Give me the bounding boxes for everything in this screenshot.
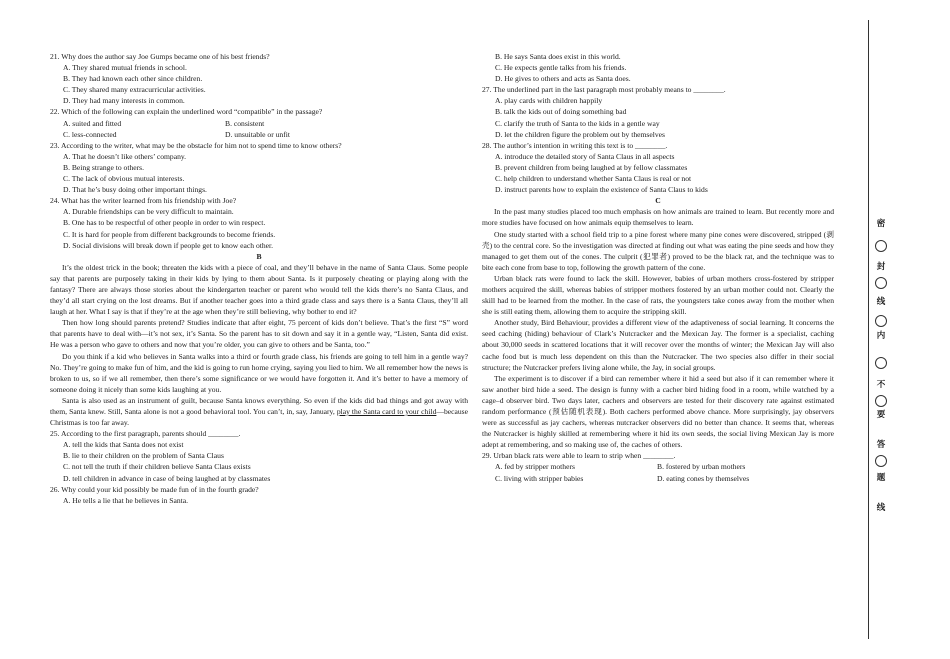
question: 28. The author’s intention in writing this text is to ________.: [482, 140, 668, 150]
passage-paragraph: Santa is also used as an instrument of guilt, because Santa knows everything. So even if the kids did bad things and got away with them, Santa knew. Still, Santa alone is not a good behavioral tool. You can’t, in, say, January, play the Santa card to your child—because Christmas is too far away.: [50, 395, 468, 428]
question: 24. What has the writer learned from his friendship with Joe?: [50, 196, 237, 206]
passage-paragraph: Another study, Bird Behaviour, provides a different view of the adaptiveness of social learning. It concerns the seed caching (hiding) behaviour of Clark’s Nutcracker and the Mexican Jay. The former is a specialist, caching about 30,000 seeds in scattered locations that it will recover over the months of winter; the Mexican Jay will also cache food but is much less dependent on this than the Nutcracker. The two species also differ in their social structure; the Nutcracker prefers living alone while, the Jay, in social groups.: [482, 318, 834, 372]
section-heading: C: [655, 196, 661, 206]
right-column: [482, 51, 834, 484]
question: 29. Urban black rats were able to learn to strip when ________.: [482, 451, 676, 461]
option: A. introduce the detailed story of Santa Claus in all aspects: [495, 151, 675, 161]
section-heading: B: [256, 251, 262, 261]
option: A. That he doesn’t like others’ company.: [63, 151, 187, 161]
option: C. It is hard for people from different backgrounds to become friends.: [63, 229, 276, 239]
passage-paragraph: Then how long should parents pretend? Studies indicate that after eight, 75 percent of kids don’t believe. That’s the first “S” word that parents have to deal with—it’s not sex, it’s Santa. So the parent has to sit down and say it in a gentle way, “Listen, Santa did exist. He was a person who gave to others and now that you’re older, you can give to others and be Santa, too.”: [50, 318, 468, 350]
seal-circle: [875, 357, 887, 369]
option-row: [482, 461, 834, 472]
option: B. They had known each other since children.: [63, 74, 203, 84]
passage-paragraph: It’s the oldest trick in the book; threaten the kids with a piece of coal, and they’ll behave in the name of Santa Claus. Some people say that parents are purposely taking in their kids by lying to them about Santa. Is it purposely cheating or playing along with the fantasy? There are always those stories about the kindergarten teacher or parent who would tell the kids there’s no Santa Claus, and they’d all start crying on the lost dreams. But if another teacher goes into a third grade class and says there is a Santa Claus, they’ll all laugh at her. What I say is that if they’re at the age when they’re still believing, why bother to end it?: [50, 262, 468, 317]
option: C. clarify the truth of Santa to the kids in a gentle way: [495, 118, 660, 128]
seal-circle: [875, 240, 887, 252]
option: A. tell the kids that Santa does not exist: [63, 440, 184, 450]
option: B. fostered by urban mothers: [657, 462, 746, 472]
option: D. He gives to others and acts as Santa does.: [495, 74, 631, 84]
seal-char: 内: [876, 331, 886, 341]
option: D. let the children figure the problem out by themselves: [495, 129, 665, 139]
option: A. play cards with children happily: [495, 96, 603, 106]
option-row: [482, 473, 834, 484]
option: D. Social divisions will break down if people get to know each other.: [63, 240, 274, 250]
option: C. not tell the truth if their children believe Santa Claus exists: [63, 462, 251, 472]
seal-char: 答: [876, 440, 886, 450]
option: D. tell children in advance in case of being laughed at by classmates: [63, 473, 271, 483]
option: B. lie to their children on the problem of Santa Claus: [63, 451, 224, 461]
seal-circle: [875, 395, 887, 407]
option: D. instruct parents how to explain the existence of Santa Claus to kids: [495, 185, 708, 195]
seal-char: 封: [876, 262, 886, 272]
option: C. living with stripper babies: [495, 473, 584, 483]
passage-paragraph: Do you think if a kid who believes in Santa walks into a third or fourth grade class, his friends are going to tell him in a gentle way? No. They’re going to make fun of him, and the kid is going to run home crying, saying you lied to him. We all remember how the news is broken to us, so if we all remember, then there’s some significance or we would have forgotten it. And it’s better to have a memory of someone doing it nicely than some kids laughing at you.: [50, 351, 468, 394]
option: D. That he’s busy doing other important things.: [63, 185, 207, 195]
seal-char: 密: [876, 219, 886, 229]
option: C. The lack of obvious mutual interests.: [63, 174, 185, 184]
option-row: [50, 129, 468, 140]
option: B. prevent children from being laughed at by fellow classmates: [495, 162, 688, 172]
seal-circle: [875, 277, 887, 289]
option: D. eating cones by themselves: [657, 473, 750, 483]
seal-circle: [875, 455, 887, 467]
option: A. suited and fitted: [63, 118, 122, 128]
binding-line: [868, 20, 869, 639]
option: B. He says Santa does exist in this world.: [495, 52, 621, 61]
question: 22. Which of the following can explain the underlined word “compatible” in the passage?: [50, 107, 323, 117]
option: A. Durable friendships can be very difficult to maintain.: [63, 207, 234, 217]
passage-paragraph: In the past many studies placed too much emphasis on how animals are trained to learn. But recently more and more studies have focused on how animals equip themselves to learn.: [482, 207, 834, 228]
seal-char: 线: [876, 503, 886, 513]
question: 26. Why could your kid possibly be made fun of in the fourth grade?: [50, 484, 259, 494]
seal-char: 不: [876, 380, 886, 390]
option: D. They had many interests in common.: [63, 96, 185, 106]
option: C. They shared many extracurricular activities.: [63, 85, 206, 95]
left-column: [50, 51, 468, 506]
question: 21. Why does the author say Joe Gumps became one of his best friends?: [50, 52, 270, 61]
option: B. Being strange to others.: [63, 162, 144, 172]
underlined-phrase: play the Santa card to your child: [336, 407, 437, 416]
option: B. talk the kids out of doing something bad: [495, 107, 627, 117]
option: A. They shared mutual friends in school.: [63, 63, 187, 73]
option: B. One has to be respectful of other people in order to win respect.: [63, 218, 266, 228]
option: A. He tells a lie that he believes in Santa.: [63, 495, 189, 505]
question: 23. According to the writer, what may be the obstacle for him not to spend time to know others?: [50, 140, 342, 150]
option: B. consistent: [225, 118, 265, 128]
question: 27. The underlined part in the last paragraph most probably means to ________.: [482, 85, 726, 95]
passage-paragraph: One study started with a school field trip to a pine forest where many pine cones were discovered, stripped (剥壳) to the central core. So the investigation was directed at finding out what was eating the pine seeds and how they managed to get them out of the cones. The culprit (犯罪者) proved to be the black rat, and the technique was to bite each cone from base to top, following the growth pattern of the cone.: [482, 229, 834, 272]
option: C. He expects gentle talks from his friends.: [495, 63, 627, 73]
option: C. less-connected: [63, 129, 117, 139]
option: D. unsuitable or unfit: [225, 129, 290, 139]
seal-char: 要: [876, 410, 886, 420]
seal-char: 线: [876, 297, 886, 307]
option: C. help children to understand whether Santa Claus is real or not: [495, 174, 692, 184]
question: 25. According to the first paragraph, parents should ________.: [50, 429, 241, 439]
passage-paragraph: Urban black rats were found to lack the skill. However, babies of urban mothers cross-fostered by stripper mothers acquired the skill, whereas babies of stripper mothers fostered by an urban mother could not. Clearly the skill had to be learned from the mother. In the case of rats, the youngsters take cones away from the mother when she is still eating them, allowing them to acquire the stripping skill.: [482, 273, 834, 317]
seal-char: 题: [876, 473, 886, 483]
seal-circle: [875, 315, 887, 327]
option-row: [50, 118, 468, 129]
option: A. fed by stripper mothers: [495, 462, 575, 472]
passage-paragraph: The experiment is to discover if a bird can remember where it hid a seed but also if it can remember where it saw another bird hide a seed. The design is funny with a cacher bird hiding food in a room, while watched by a cage–d observer bird. Two days later, cachers and observers are tested for their discovery rate against estimated random performance (预估随机表现). Both cachers performed above chance. More surprisingly, jay observers were as successful as jay cachers, whereas nutcracker observers did no better than chance. It seems that, whereas the Nutcracker is highly skilled at remembering where it hid its own seeds, the social living Mexican Jay is more adept at remembering, and so making use of, the caches of others.: [482, 373, 834, 450]
